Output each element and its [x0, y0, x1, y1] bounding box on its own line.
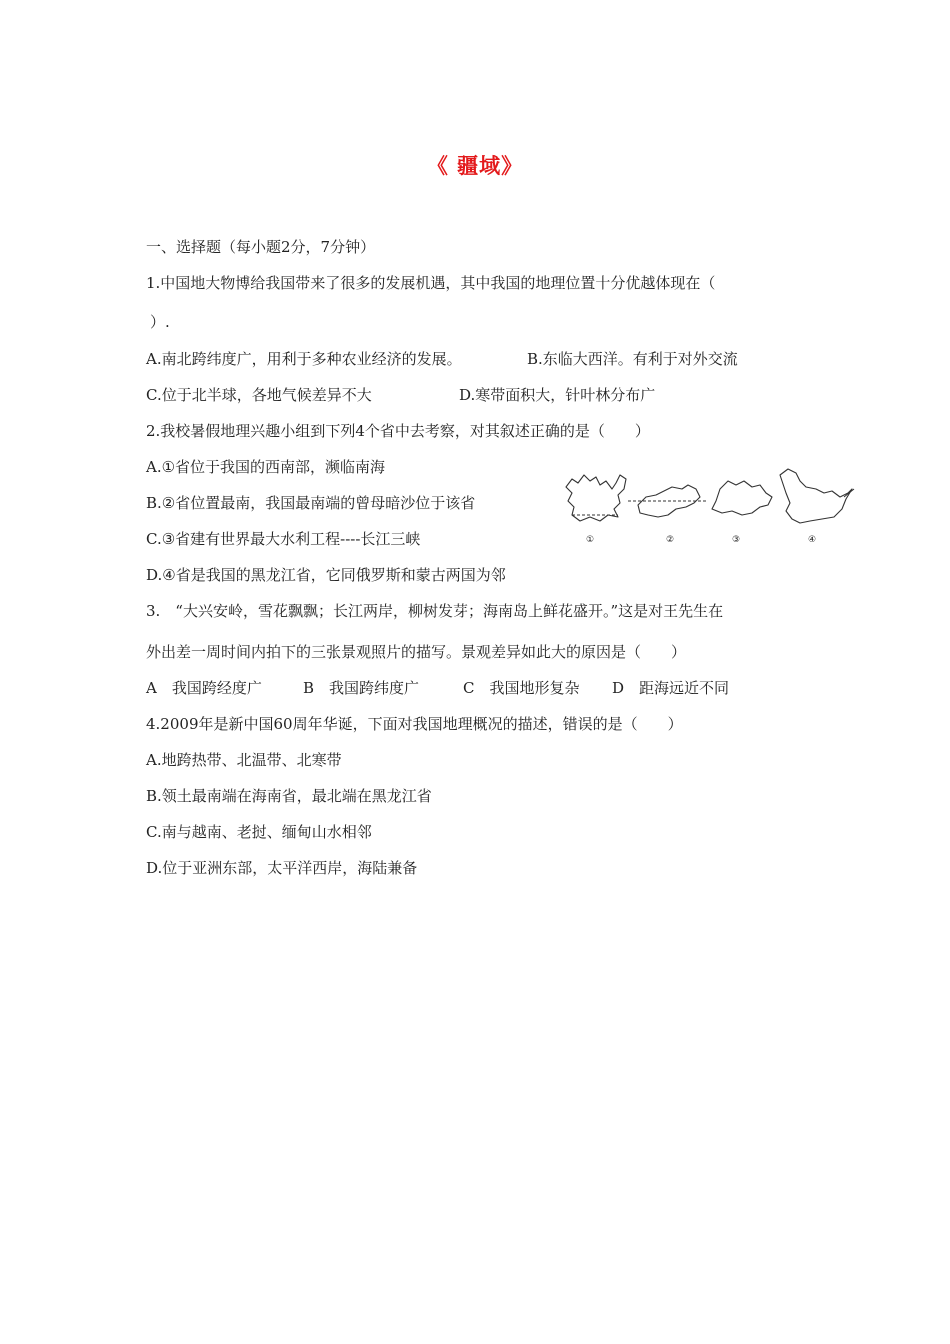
q2-option-d: D.④省是我国的黑龙江省，它同俄罗斯和蒙古两国为邻 [146, 566, 506, 584]
q1-option-c: C.位于北半球，各地气候差异不大 [146, 386, 372, 404]
q3-stem-line2: 外出差一周时间内拍下的三张景观照片的描写。景观差异如此大的原因是（ ） [146, 643, 687, 661]
q4-option-d: D.位于亚洲东部，太平洋西岸，海陆兼备 [146, 859, 418, 877]
map-label-1: ① [586, 535, 595, 545]
q4-option-c: C.南与越南、老挝、缅甸山水相邻 [146, 823, 372, 841]
q1-option-a: A.南北跨纬度广，用利于多种农业经济的发展。 [146, 350, 462, 368]
province-map-4 [780, 469, 852, 523]
page-title: 《 疆域》 [426, 153, 524, 178]
q2-option-b: B.②省位置最南，我国最南端的曾母暗沙位于该省 [146, 494, 476, 512]
q1-stem-line2: ）. [150, 313, 170, 331]
q4-stem: 4.2009年是新中国60周年华诞，下面对我国地理概况的描述，错误的是（ ） [146, 715, 683, 733]
section-heading: 一、选择题（每小题2分，7分钟） [146, 238, 376, 256]
map-label-2: ② [666, 535, 675, 545]
province-outline-maps [560, 463, 860, 553]
q3-option-b: B 我国跨纬度广 [303, 679, 420, 697]
province-map-3 [712, 481, 772, 515]
q3-option-c: C 我国地形复杂 [463, 679, 580, 697]
q4-option-b: B.领土最南端在海南省，最北端在黑龙江省 [146, 787, 432, 805]
q3-stem-line1: 3. “大兴安岭，雪花飘飘；长江两岸，柳树发芽；海南岛上鲜花盛开。”这是对王先生在 [146, 602, 724, 620]
map-label-4: ④ [808, 535, 817, 545]
q1-stem-line1: 1.中国地大物博给我国带来了很多的发展机遇，其中我国的地理位置十分优越体现在（ [146, 274, 716, 292]
province-map-1 [566, 475, 626, 521]
q4-option-a: A.地跨热带、北温带、北寒带 [146, 751, 342, 769]
q1-option-b: B.东临大西洋。有利于对外交流 [527, 350, 738, 368]
map-label-3: ③ [732, 535, 741, 545]
q2-option-c: C.③省建有世界最大水利工程----长江三峡 [146, 530, 421, 548]
q2-stem: 2.我校暑假地理兴趣小组到下列4个省中去考察，对其叙述正确的是（ ） [146, 422, 650, 440]
q3-option-a: A 我国跨经度广 [146, 679, 262, 697]
q1-option-d: D.寒带面积大，针叶林分布广 [459, 386, 656, 404]
q2-option-a: A.①省位于我国的西南部，濒临南海 [146, 458, 386, 476]
q3-option-d: D 距海远近不同 [612, 679, 730, 697]
